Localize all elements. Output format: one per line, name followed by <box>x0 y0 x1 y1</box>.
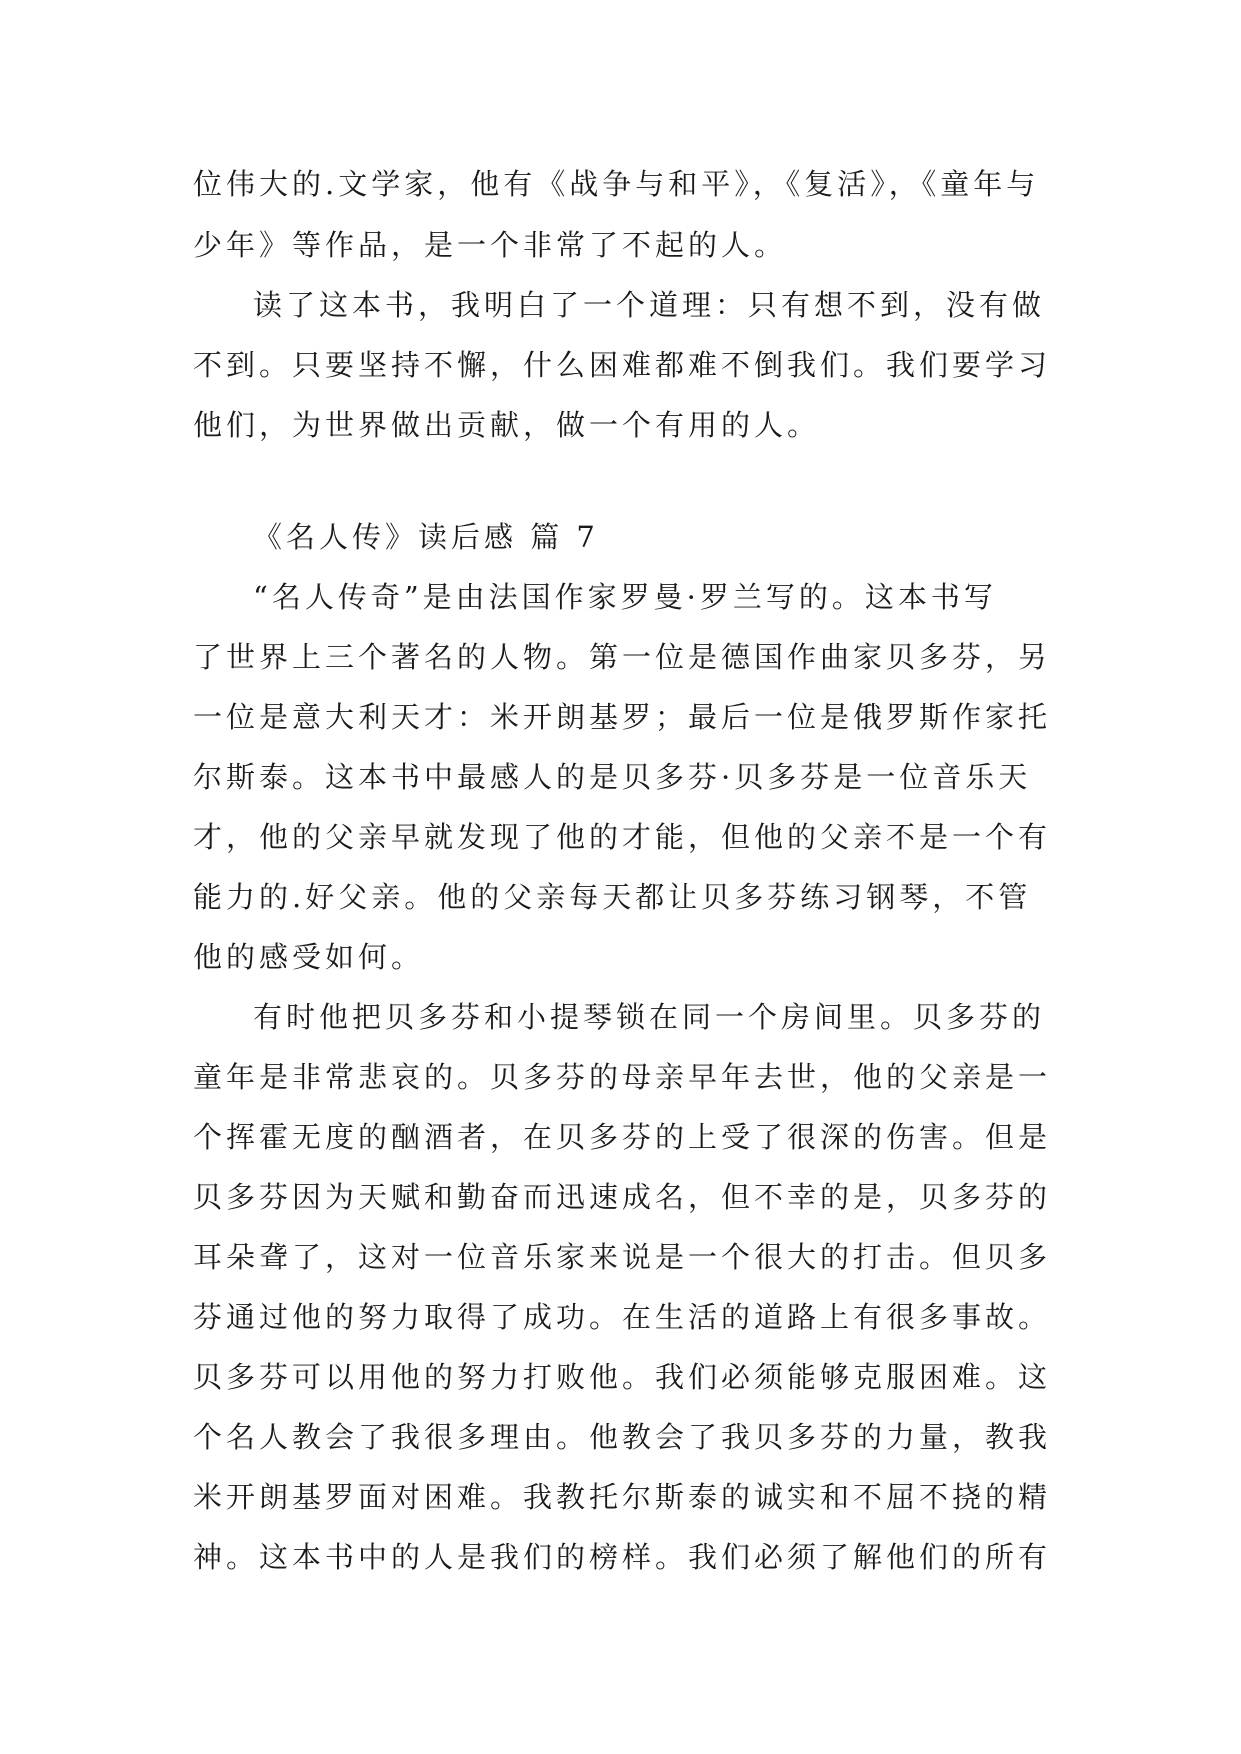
paragraph-line: 位伟大的.文学家，他有《战争与和平》，《复活》，《童年与 <box>193 167 1040 201</box>
paragraph-line: 一位是意大利天才：米开朗基罗；最后一位是俄罗斯作家托 <box>193 700 1052 734</box>
paragraph-line: 才，他的父亲早就发现了他的才能，但他的父亲不是一个有 <box>193 820 1052 854</box>
paragraph-line: 耳朵聋了，这对一位音乐家来说是一个很大的打击。但贝多 <box>193 1240 1052 1274</box>
paragraph-line: 有时他把贝多芬和小提琴锁在同一个房间里。贝多芬的 <box>253 1000 1046 1034</box>
paragraph-line: 尔斯泰。这本书中最感人的是贝多芬·贝多芬是一位音乐天 <box>193 760 1032 794</box>
paragraph-line: 不到。只要坚持不懈，什么困难都难不倒我们。我们要学习 <box>193 348 1052 382</box>
paragraph-line: 个名人教会了我很多理由。他教会了我贝多芬的力量，教我 <box>193 1420 1052 1454</box>
paragraph-line: 个挥霍无度的酗酒者，在贝多芬的上受了很深的伤害。但是 <box>193 1120 1052 1154</box>
paragraph-line: 他们，为世界做出贡献，做一个有用的人。 <box>193 408 821 442</box>
paragraph-line: 了世界上三个著名的人物。第一位是德国作曲家贝多芬，另 <box>193 640 1052 674</box>
paragraph-line: 贝多芬可以用他的努力打败他。我们必须能够克服困难。这 <box>193 1360 1052 1394</box>
paragraph-line: 少年》等作品，是一个非常了不起的人。 <box>193 228 788 262</box>
section-heading: 《名人传》读后感 篇 7 <box>253 520 599 554</box>
paragraph-line: 米开朗基罗面对困难。我教托尔斯泰的诚实和不屈不挠的精 <box>193 1480 1052 1514</box>
paragraph-line: 能力的.好父亲。他的父亲每天都让贝多芬练习钢琴，不管 <box>193 880 1032 914</box>
paragraph-line: “名人传奇”是由法国作家罗曼·罗兰写的。这本书写 <box>253 580 997 614</box>
paragraph-line: 贝多芬因为天赋和勤奋而迅速成名，但不幸的是，贝多芬的 <box>193 1180 1052 1214</box>
paragraph-line: 童年是非常悲哀的。贝多芬的母亲早年去世，他的父亲是一 <box>193 1060 1052 1094</box>
paragraph-line: 他的感受如何。 <box>193 940 425 974</box>
paragraph-line: 读了这本书，我明白了一个道理：只有想不到，没有做 <box>253 288 1046 322</box>
paragraph-line: 芬通过他的努力取得了成功。在生活的道路上有很多事故。 <box>193 1300 1052 1334</box>
paragraph-line: 神。这本书中的人是我们的榜样。我们必须了解他们的所有 <box>193 1540 1052 1574</box>
